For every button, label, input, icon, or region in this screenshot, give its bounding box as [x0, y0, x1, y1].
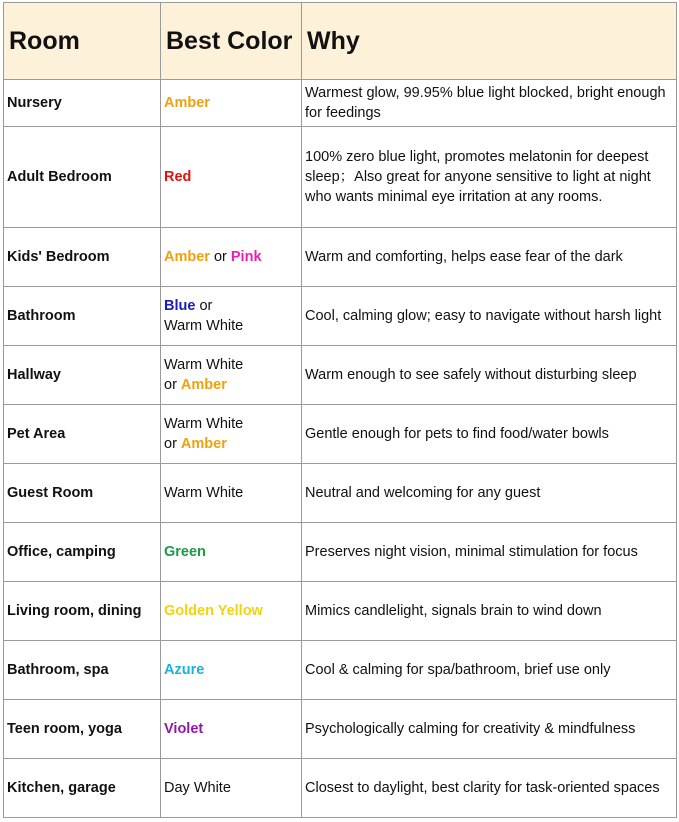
best-color-cell — [161, 464, 302, 523]
table-row — [4, 127, 677, 228]
room-color-table — [3, 2, 677, 818]
room-cell: Hallway — [4, 346, 161, 405]
table-row — [4, 582, 677, 641]
header-row — [4, 3, 677, 80]
color-text: or — [164, 377, 181, 393]
why-cell: Warm and comforting, helps ease fear of the dark — [302, 228, 677, 287]
room-cell: Nursery — [4, 80, 161, 127]
color-text: Warm White — [164, 318, 244, 334]
best-color-cell — [161, 80, 302, 127]
color-text: Azure — [164, 662, 205, 678]
why-cell: 100% zero blue light, promotes melatonin for deepest sleep；Also great for anyone sensitive to light at night who wants minimal eye irritation at any rooms. — [302, 127, 677, 228]
color-text: Red — [164, 169, 192, 185]
table-row — [4, 700, 677, 759]
table-row — [4, 523, 677, 582]
color-text: Violet — [164, 721, 204, 737]
header-best-color: Best Color — [161, 3, 302, 80]
why-cell: Cool, calming glow; easy to navigate without harsh light — [302, 287, 677, 346]
best-color-cell — [161, 228, 302, 287]
room-cell: Bathroom, spa — [4, 641, 161, 700]
color-text: or — [195, 298, 213, 314]
color-text: Amber — [180, 377, 227, 393]
why-cell: Cool & calming for spa/bathroom, brief use only — [302, 641, 677, 700]
why-cell: Closest to daylight, best clarity for task-oriented spaces — [302, 759, 677, 818]
color-text: or — [164, 436, 181, 452]
room-cell: Office, camping — [4, 523, 161, 582]
why-cell: Gentle enough for pets to find food/water bowls — [302, 405, 677, 464]
color-text: Warm White — [164, 416, 244, 432]
table-body — [4, 80, 677, 818]
color-text: Warm White — [164, 357, 244, 373]
table-row — [4, 641, 677, 700]
table-row — [4, 759, 677, 818]
room-cell: Teen room, yoga — [4, 700, 161, 759]
best-color-cell — [161, 346, 302, 405]
best-color-cell — [161, 582, 302, 641]
best-color-cell — [161, 759, 302, 818]
best-color-cell — [161, 641, 302, 700]
color-text: Warm White — [164, 485, 244, 501]
color-text: Blue — [164, 298, 196, 314]
table-row — [4, 464, 677, 523]
color-text: or — [209, 249, 231, 265]
color-text: Golden Yellow — [164, 603, 263, 619]
table-row — [4, 287, 677, 346]
why-cell: Psychologically calming for creativity & mindfulness — [302, 700, 677, 759]
table-row — [4, 80, 677, 127]
best-color-cell — [161, 700, 302, 759]
best-color-cell — [161, 127, 302, 228]
color-text: Amber — [180, 436, 227, 452]
room-cell: Living room, dining — [4, 582, 161, 641]
room-cell: Pet Area — [4, 405, 161, 464]
why-cell: Preserves night vision, minimal stimulation for focus — [302, 523, 677, 582]
color-text: Pink — [230, 249, 262, 265]
why-cell: Mimics candlelight, signals brain to wind down — [302, 582, 677, 641]
color-text: Amber — [164, 95, 210, 111]
why-cell: Neutral and welcoming for any guest — [302, 464, 677, 523]
best-color-cell — [161, 523, 302, 582]
header-why: Why — [302, 3, 677, 80]
table-row — [4, 228, 677, 287]
room-cell: Kitchen, garage — [4, 759, 161, 818]
room-cell: Guest Room — [4, 464, 161, 523]
room-cell: Adult Bedroom — [4, 127, 161, 228]
color-text: Green — [164, 544, 206, 560]
room-cell: Bathroom — [4, 287, 161, 346]
table-row — [4, 346, 677, 405]
color-text: Day White — [164, 780, 231, 796]
room-cell: Kids' Bedroom — [4, 228, 161, 287]
table-header — [4, 3, 677, 80]
table-row — [4, 405, 677, 464]
why-cell: Warmest glow, 99.95% blue light blocked, bright enough for feedings — [302, 80, 677, 127]
color-text: Amber — [164, 249, 210, 265]
header-room: Room — [4, 3, 161, 80]
best-color-cell — [161, 287, 302, 346]
best-color-cell — [161, 405, 302, 464]
why-cell: Warm enough to see safely without disturbing sleep — [302, 346, 677, 405]
